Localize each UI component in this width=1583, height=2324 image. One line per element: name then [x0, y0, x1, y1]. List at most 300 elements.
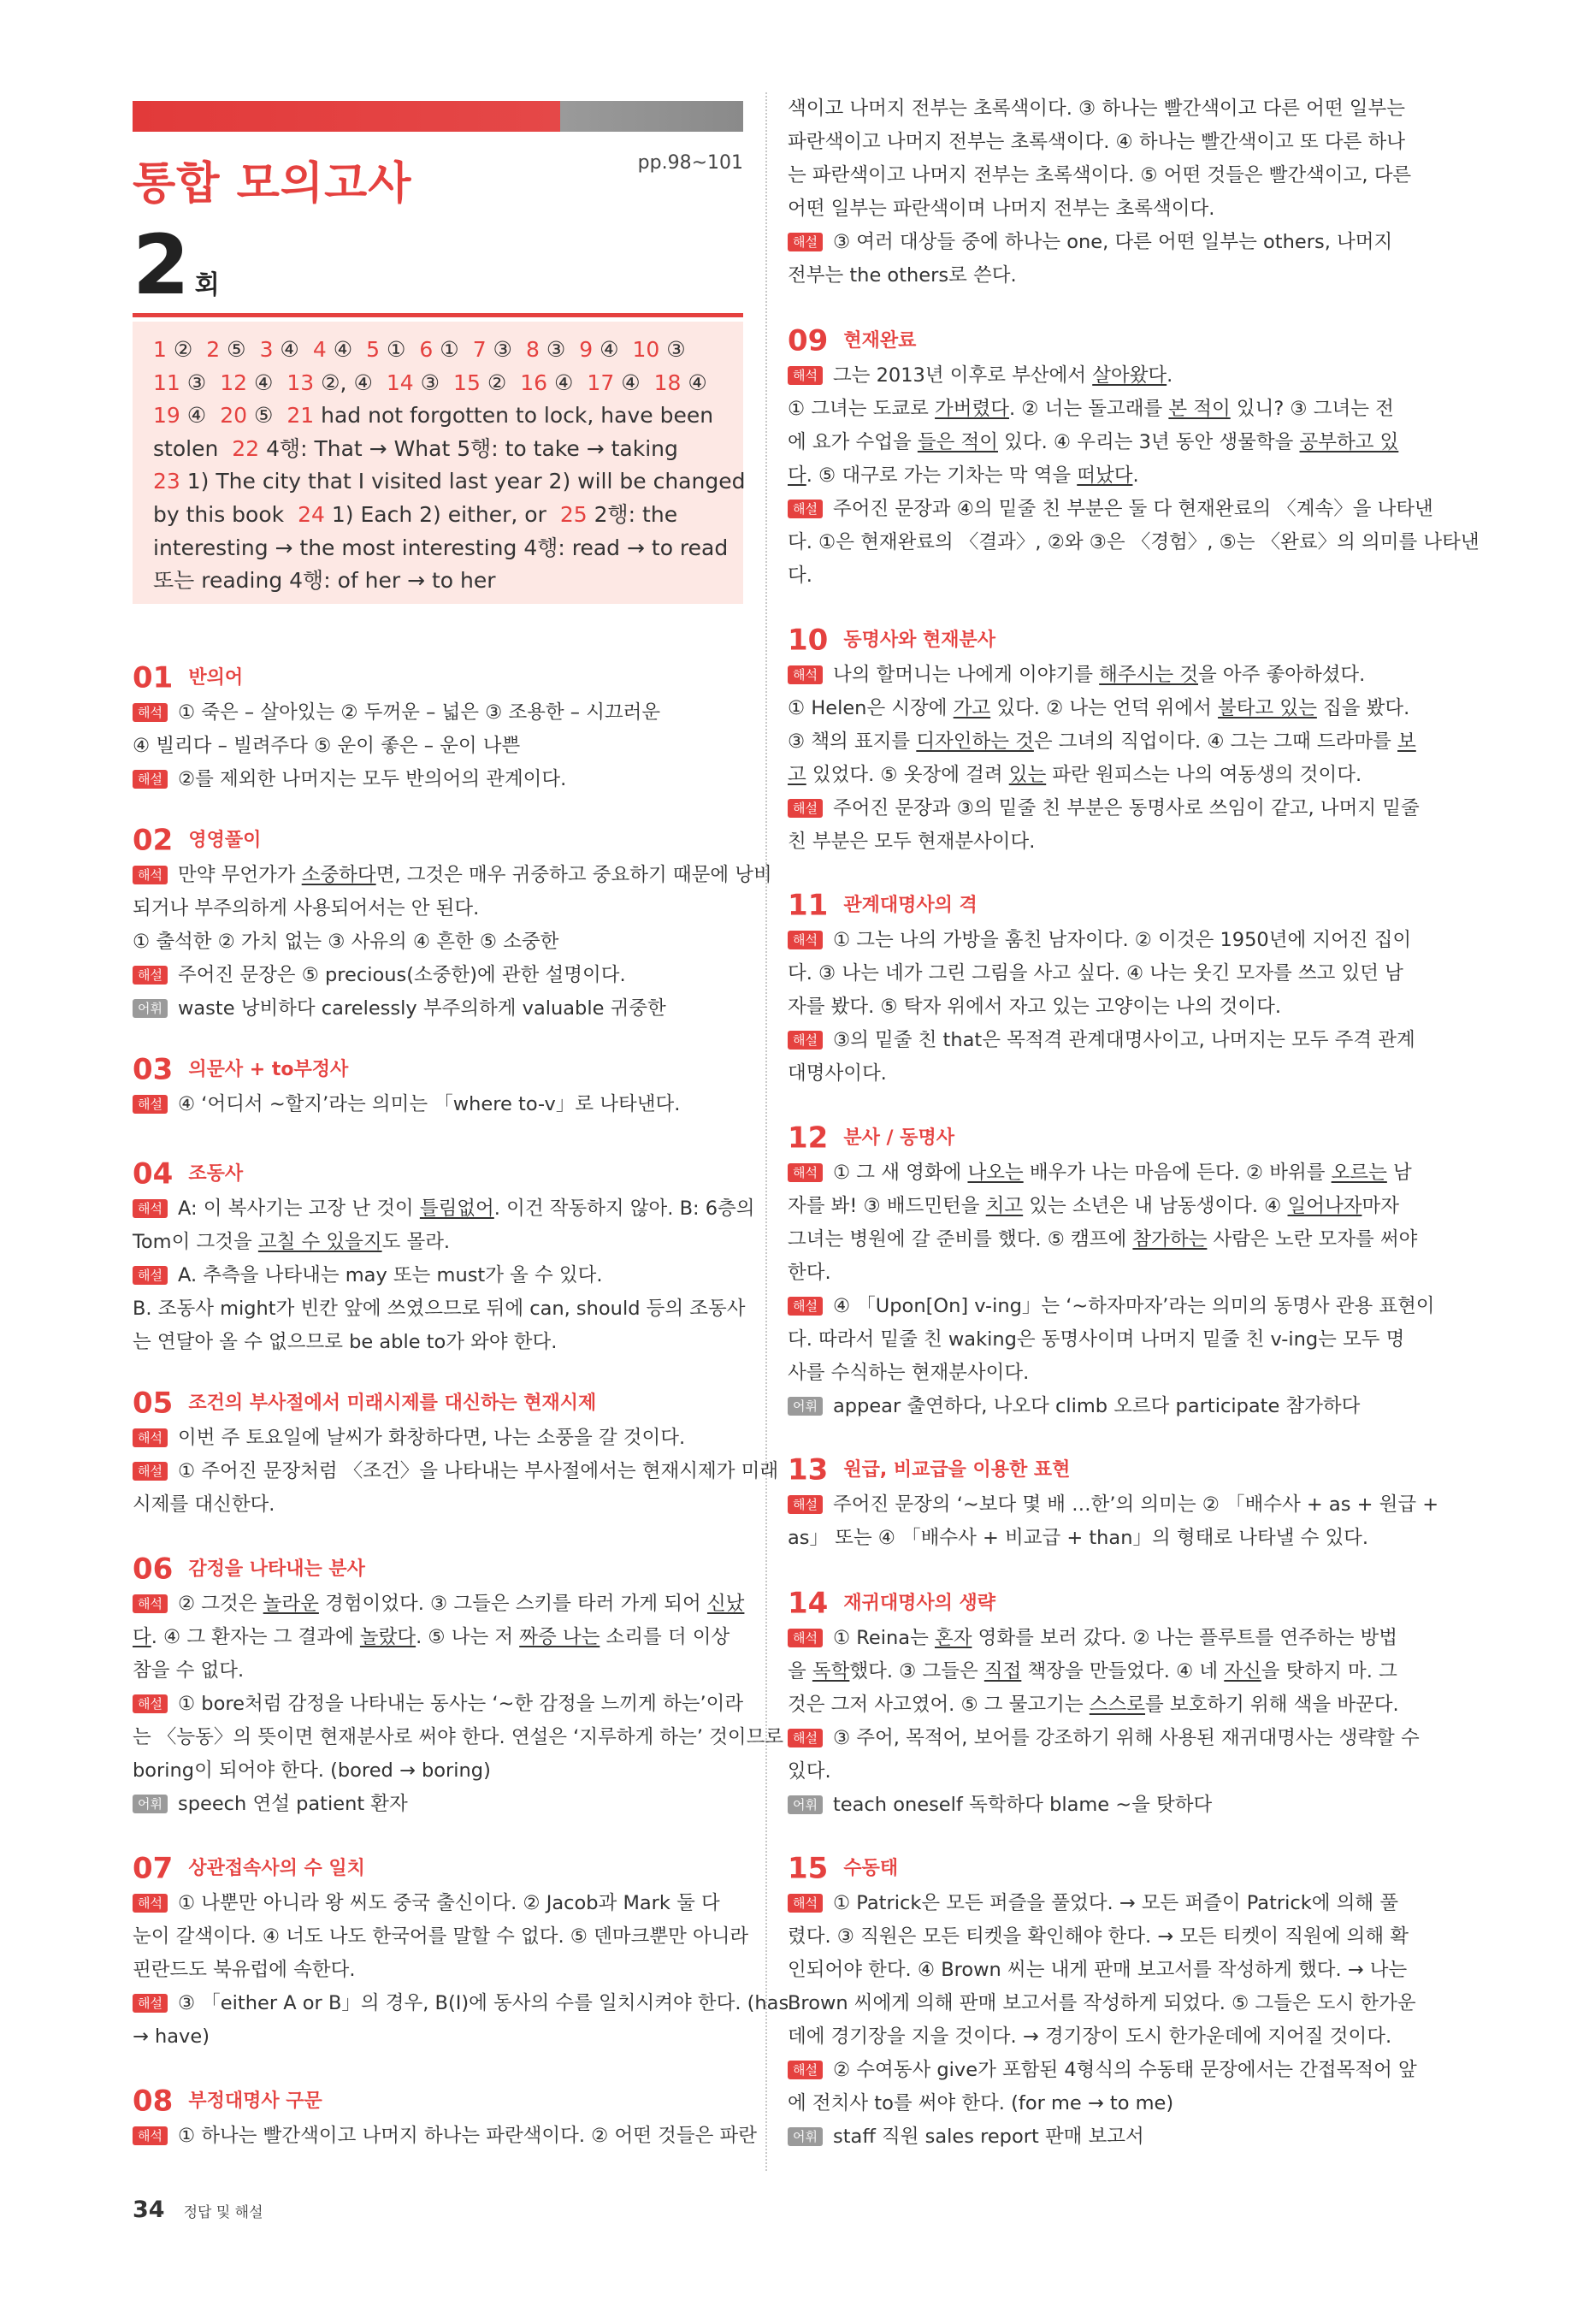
line-text: 한다. — [788, 1262, 831, 1284]
answer-item — [220, 403, 273, 428]
text-line — [133, 925, 743, 959]
line-text: 을 독학했다. ③ 그들은 직접 책장을 만들었다. ④ 네 자신을 탓하지 마. 그 — [788, 1660, 1397, 1682]
text-line — [788, 659, 1402, 692]
line-text: 다. ③ 나는 네가 그린 그림을 사고 싶다. ④ 나는 웃긴 모자를 쓰고 있던 남 — [788, 962, 1403, 985]
line-text: staff 직원 sales report 판매 보고서 — [832, 2126, 1144, 2148]
line-text: 만약 무언가가 소중하다면, 그것은 매우 귀중하고 중요하기 때문에 낭비 — [177, 864, 772, 886]
answer-value: ④ — [600, 337, 619, 362]
text-line — [133, 763, 743, 796]
page-number: 34 — [133, 2197, 165, 2223]
line-text: ④ 빌리다 – 빌려주다 ⑤ 운이 좋은 – 운이 나쁜 — [133, 735, 521, 757]
answer-number: 17 — [587, 370, 615, 395]
line-text: ① 주어진 문장처럼 〈조건〉을 나타내는 부사절에서는 현재시제가 미래 — [177, 1460, 779, 1482]
line-text: 다. ④ 그 환자는 그 결과에 놀랐다. ⑤ 나는 저 짜증 나는 소리를 더 이상 — [133, 1626, 730, 1648]
question-number: 14 — [788, 1586, 829, 1621]
text-line — [788, 725, 1416, 759]
text-line — [788, 1688, 1402, 1722]
line-text: 주어진 문장과 ③의 밑줄 친 부분은 동명사로 쓰임이 같고, 나머지 밑줄 — [832, 797, 1420, 819]
answer-value: ④ — [253, 370, 274, 395]
question-topic: 의문사 + to부정사 — [188, 1058, 349, 1080]
text-line — [133, 1088, 743, 1121]
answer-item — [286, 403, 713, 428]
line-text: ② 그것은 놀라운 경험이었다. ③ 그들은 스키를 타러 가게 되어 신났 — [177, 1593, 745, 1615]
text-line — [133, 1987, 789, 2020]
vocab-tag: 어휘 — [133, 1795, 168, 1813]
text-line — [133, 992, 743, 1026]
line-text: ① 나뿐만 아니라 왕 씨도 중국 출신이다. ② Jacob과 Mark 둘 다 — [177, 1892, 720, 1914]
text-line — [788, 1323, 1405, 1357]
question-number: 11 — [788, 888, 829, 923]
text-line — [788, 825, 1402, 859]
text-line — [788, 526, 1480, 559]
line-text: ① 그녀는 도쿄로 가버렸다. ② 너는 돌고래를 본 적이 있니? ③ 그녀는 전 — [788, 398, 1394, 420]
text-line — [788, 1887, 1402, 1920]
question-header — [788, 1119, 1402, 1156]
line-text: 에 전치사 to를 써야 한다. (for me → to me) — [788, 2092, 1174, 2114]
answer-item — [153, 568, 496, 593]
line-text: ④ 「Upon[On] v-ing」는 ‘~하자마자’라는 의미의 동명사 관용 표현이 — [832, 1295, 1435, 1317]
question-number: 07 — [133, 1851, 174, 1886]
text-line — [788, 159, 1412, 192]
text-line — [133, 1754, 743, 1788]
line-text: 시제를 대신한다. — [133, 1493, 275, 1516]
text-line — [788, 1257, 1402, 1290]
answer-number: 12 — [220, 370, 247, 395]
answer-value: 2행: the — [594, 501, 678, 527]
text-line — [133, 1422, 743, 1455]
question-03 — [133, 1050, 743, 1121]
text-line — [133, 1292, 746, 1326]
question-topic: 원급, 비교급을 이용한 표현 — [843, 1458, 1071, 1481]
explain-tag: 해석 — [788, 931, 823, 949]
commentary-tag: 해설 — [133, 1994, 168, 2013]
line-text: as」 또는 ④ 「배수사 + 비교급 + than」의 형태로 나타낼 수 있다. — [788, 1527, 1369, 1549]
answer-value: ④ — [554, 370, 574, 395]
answer-line — [153, 499, 723, 532]
text-line — [788, 1290, 1435, 1323]
text-line — [133, 2020, 743, 2054]
answer-value: by this book — [153, 501, 285, 527]
line-text: 다. ①은 현재완료의 〈결과〉, ②와 ③은 〈경험〉, ⑤는 〈완료〉의 의미를 나타낸 — [788, 531, 1480, 553]
text-line — [788, 426, 1402, 459]
text-line — [788, 1488, 1439, 1522]
answer-number: 16 — [520, 370, 548, 395]
question-header — [133, 1550, 743, 1588]
answer-number: 19 — [153, 403, 180, 429]
page-footer — [133, 2197, 263, 2223]
question-header — [788, 1849, 1402, 1887]
answer-item — [206, 337, 245, 362]
answer-value: ⑤ — [227, 337, 246, 362]
answer-item — [313, 337, 352, 362]
line-text: 렸다. ③ 직원은 모든 티켓을 확인해야 한다. → 모든 티켓이 직원에 의해 확 — [788, 1925, 1409, 1948]
explain-tag: 해석 — [788, 1894, 823, 1913]
answer-item — [654, 370, 707, 395]
question-number: 02 — [133, 823, 174, 858]
question-topic: 현재완료 — [843, 329, 917, 352]
text-line — [788, 126, 1406, 159]
answer-line — [153, 565, 723, 598]
answer-value: interesting → the most interesting 4행: read → to read — [153, 535, 729, 560]
answer-value: ② — [173, 337, 193, 362]
answer-value: 1) Each 2) either, or — [331, 501, 546, 527]
answer-number: 4 — [312, 337, 327, 362]
vocab-tag: 어휘 — [788, 2127, 823, 2146]
text-line — [133, 730, 743, 763]
answer-item — [153, 337, 192, 362]
line-text: A. 추측을 나타내는 may 또는 must가 올 수 있다. — [177, 1264, 603, 1286]
line-text: ① 그 새 영화에 나오는 배우가 나는 마음에 든다. ② 바위를 오르는 남 — [832, 1162, 1412, 1184]
line-text: 참을 수 없다. — [133, 1659, 245, 1682]
commentary-tag: 해설 — [788, 799, 823, 818]
explain-tag: 해석 — [133, 2126, 168, 2145]
answer-item — [387, 370, 440, 395]
explain-tag: 해석 — [133, 703, 168, 722]
question-header — [133, 821, 743, 859]
text-line — [788, 393, 1402, 426]
line-text: 대명사이다. — [788, 1062, 887, 1085]
text-line — [788, 1954, 1408, 1987]
answer-value: 1) The city that I visited last year 2) will be changed — [186, 469, 746, 494]
line-text: 는 연달아 올 수 없으므로 be able to가 와야 한다. — [133, 1331, 558, 1353]
text-line — [788, 1655, 1402, 1688]
line-text: ① 하나는 빨간색이고 나머지 하나는 파란색이다. ② 어떤 것들은 파란 — [177, 2125, 757, 2147]
question-header — [788, 1451, 1402, 1488]
page-range: pp.98~101 — [637, 152, 743, 174]
text-line — [788, 1522, 1402, 1555]
line-text: 는 파란색이고 나머지 전부는 초록색이다. ⑤ 어떤 것들은 빨간색이고, 다른 — [788, 164, 1412, 186]
question-topic: 재귀대명사의 생략 — [843, 1592, 996, 1614]
line-text: 색이고 나머지 전부는 초록색이다. ③ 하나는 빨간색이고 다른 어떤 일부는 — [788, 98, 1406, 120]
answer-item — [298, 502, 546, 527]
question-number: 10 — [788, 623, 829, 658]
answer-number: 1 — [153, 337, 167, 362]
line-text: ③ 주어, 목적어, 보어를 강조하기 위해 사용된 재귀대명사는 생략할 수 — [832, 1727, 1420, 1749]
answer-line — [153, 465, 746, 499]
text-line — [788, 1156, 1412, 1190]
line-text: ③의 밑줄 친 that은 목적격 관계대명사이고, 나머지는 모두 주격 관계 — [832, 1029, 1415, 1051]
text-line — [133, 1788, 743, 1821]
answer-line — [153, 532, 729, 565]
line-text: 이번 주 토요일에 날씨가 화창하다면, 나는 소풍을 갈 것이다. — [177, 1427, 686, 1449]
answer-item — [520, 370, 573, 395]
text-line — [133, 2120, 757, 2153]
question-topic: 상관접속사의 수 일치 — [188, 1857, 365, 1879]
text-line — [133, 1621, 743, 1654]
question-topic: 조동사 — [188, 1162, 244, 1185]
text-line — [788, 1622, 1402, 1655]
line-text: 어떤 일부는 파란색이며 나머지 전부는 초록색이다. — [788, 198, 1215, 220]
text-line — [788, 559, 1402, 593]
answer-value: ③ — [186, 370, 207, 395]
answer-number: 3 — [259, 337, 274, 362]
text-line — [133, 892, 743, 925]
answer-number: 6 — [419, 337, 434, 362]
answer-item — [453, 370, 506, 395]
text-line — [788, 991, 1402, 1024]
commentary-tag: 해설 — [133, 770, 168, 789]
question-topic: 관계대명사의 격 — [843, 894, 978, 916]
explain-tag: 해석 — [788, 665, 823, 684]
text-line — [788, 1057, 1402, 1091]
answer-item — [153, 370, 206, 395]
question-continued — [788, 92, 1412, 293]
answer-number: 11 — [153, 370, 180, 395]
question-topic: 수동태 — [843, 1857, 899, 1879]
answer-value: 4행: That → What 5행: to take → taking — [266, 435, 678, 461]
text-line — [788, 1987, 1416, 2020]
text-line — [788, 924, 1412, 957]
line-text: ① 죽은 – 살아있는 ② 두꺼운 – 넓은 ③ 조용한 – 시끄러운 — [177, 701, 661, 724]
answer-item — [579, 337, 618, 362]
text-line — [788, 792, 1420, 825]
line-text: speech 연설 patient 환자 — [177, 1793, 408, 1815]
answer-item — [286, 370, 372, 395]
line-text: 에 요가 수업을 들은 적이 있다. ④ 우리는 3년 동안 생물학을 공부하고 있 — [788, 431, 1399, 453]
text-line — [133, 1326, 743, 1359]
text-line — [788, 957, 1402, 991]
line-text: ③ 「either A or B」의 경우, B(I)에 동사의 수를 일치시켜야 한다. (has — [177, 1992, 789, 2014]
answer-item — [366, 337, 405, 362]
commentary-tag: 해설 — [133, 966, 168, 985]
question-number: 01 — [133, 660, 174, 695]
line-text: 데에 경기장을 지을 것이다. → 경기장이 도시 한가운데에 지어질 것이다. — [788, 2025, 1392, 2048]
text-line — [788, 1755, 1402, 1789]
answer-line — [153, 334, 723, 367]
line-text: boring이 되어야 한다. (bored → boring) — [133, 1759, 491, 1782]
line-text: 다. ⑤ 대구로 가는 기차는 막 역을 떠났다. — [788, 464, 1139, 487]
text-line — [788, 2054, 1417, 2087]
explain-tag: 해석 — [133, 866, 168, 884]
explain-tag: 해석 — [133, 1894, 168, 1913]
answer-value: ⑤ — [253, 403, 274, 429]
answer-number: 21 — [286, 403, 315, 429]
answer-line — [153, 433, 723, 466]
text-line — [788, 493, 1433, 526]
question-04 — [133, 1155, 755, 1359]
answer-number: 5 — [366, 337, 381, 362]
text-line — [133, 1488, 743, 1522]
question-header — [788, 886, 1402, 924]
question-06 — [133, 1550, 784, 1821]
line-text: 있다. — [788, 1760, 831, 1783]
question-header — [788, 1584, 1402, 1622]
line-text: waste 낭비하다 carelessly 부주의하게 valuable 귀중한 — [177, 997, 666, 1020]
text-line — [133, 1226, 743, 1259]
text-line — [133, 1721, 784, 1754]
answer-value: ③ — [493, 337, 512, 362]
answer-value: 또는 reading 4행: of her → to her — [153, 568, 496, 594]
answer-item — [633, 337, 686, 362]
answer-number: 14 — [386, 370, 414, 395]
commentary-tag: 해설 — [133, 1462, 168, 1481]
explain-tag: 해석 — [133, 1428, 168, 1447]
commentary-tag: 해설 — [788, 1031, 823, 1050]
text-line — [788, 1357, 1402, 1390]
header-color-bar — [133, 101, 743, 132]
line-text: 핀란드도 북유럽에 속한다. — [133, 1959, 356, 1981]
question-number: 08 — [133, 2084, 174, 2119]
answer-item — [587, 370, 640, 395]
answer-number: 10 — [632, 337, 660, 362]
commentary-tag: 해설 — [133, 1694, 168, 1713]
text-line — [788, 1190, 1402, 1223]
line-text: 것은 그저 사고였어. ⑤ 그 물고기는 스스로를 보호하기 위해 색을 바꾼다. — [788, 1694, 1399, 1716]
question-09 — [788, 322, 1480, 593]
text-line — [788, 692, 1410, 725]
text-line — [788, 1722, 1420, 1755]
answer-number: 8 — [525, 337, 540, 362]
question-number: 03 — [133, 1052, 174, 1087]
line-text: 다. — [788, 565, 812, 587]
question-header — [133, 2082, 743, 2120]
line-text: 는 〈능동〉의 뜻이면 현재분사로 써야 한다. 연설은 ‘지루하게 하는’ 것이므로 — [133, 1726, 784, 1748]
answer-item — [473, 337, 512, 362]
line-text: 그는 2013년 이후로 부산에서 살아왔다. — [832, 364, 1173, 387]
answer-line — [153, 367, 723, 400]
answer-number: 18 — [653, 370, 682, 395]
answer-item — [260, 337, 299, 362]
answer-item — [232, 436, 678, 461]
explain-tag: 해석 — [788, 366, 823, 385]
line-text: 전부는 the others로 쓴다. — [788, 264, 1017, 287]
question-topic: 분사 / 동명사 — [843, 1127, 954, 1149]
question-14 — [788, 1584, 1420, 1822]
answer-value: ④ — [280, 337, 299, 362]
question-topic: 조건의 부사절에서 미래시제를 대신하는 현재시제 — [188, 1392, 597, 1414]
question-05 — [133, 1384, 779, 1522]
question-11 — [788, 886, 1415, 1091]
question-12 — [788, 1119, 1435, 1423]
answer-value: ④ — [621, 370, 641, 395]
line-text: → have) — [133, 2025, 210, 2048]
commentary-tag: 해설 — [788, 2061, 823, 2079]
line-text: 눈이 갈색이다. ④ 너도 나도 한국어를 말할 수 없다. ⑤ 덴마크뿐만 아니라 — [133, 1925, 749, 1948]
answer-value: ① — [386, 337, 406, 362]
question-header — [133, 659, 743, 696]
answer-line — [153, 399, 723, 433]
answer-item — [153, 403, 206, 428]
round-number: 2 — [133, 217, 190, 313]
answer-item — [419, 337, 458, 362]
text-line — [788, 2020, 1402, 2054]
answer-number: 23 — [153, 469, 180, 494]
question-number: 13 — [788, 1452, 829, 1487]
explain-tag: 해석 — [133, 1199, 168, 1218]
answer-key-box — [133, 322, 746, 604]
explain-tag: 해석 — [133, 1594, 168, 1613]
answer-number: 24 — [298, 501, 325, 527]
answer-value: ③ — [420, 370, 440, 395]
question-number: 09 — [788, 323, 829, 358]
text-line — [788, 359, 1402, 393]
commentary-tag: 해설 — [133, 1266, 168, 1285]
question-13 — [788, 1451, 1439, 1555]
question-topic: 부정대명사 구문 — [188, 2090, 322, 2112]
column-divider — [765, 92, 767, 2171]
line-text: ④ ‘어디서 ~할지’라는 의미는 「where to-v」로 나타낸다. — [177, 1093, 681, 1115]
text-line — [788, 2120, 1402, 2154]
question-08 — [133, 2082, 757, 2153]
answer-value: ① — [440, 337, 459, 362]
line-text: 자를 봐! ③ 배드민턴을 치고 있는 소년은 내 남동생이다. ④ 일어나자마자 — [788, 1195, 1399, 1217]
commentary-tag: 해설 — [788, 1495, 823, 1514]
question-header — [133, 1050, 743, 1088]
question-07 — [133, 1849, 789, 2054]
question-header — [788, 621, 1402, 659]
explain-tag: 해석 — [788, 1629, 823, 1647]
text-line — [133, 1688, 743, 1721]
answer-value: ③ — [666, 337, 686, 362]
text-line — [133, 1920, 749, 1954]
question-topic: 반의어 — [188, 666, 244, 689]
text-line — [788, 1789, 1402, 1822]
question-header — [133, 1384, 743, 1422]
text-line — [788, 1223, 1418, 1257]
line-text: ① 출석한 ② 가치 없는 ③ 사유의 ④ 흔한 ⑤ 소중한 — [133, 931, 559, 953]
question-topic: 감정을 나타내는 분사 — [188, 1558, 365, 1580]
text-line — [133, 1954, 743, 1987]
vocab-tag: 어휘 — [788, 1397, 823, 1416]
line-text: 주어진 문장은 ⑤ precious(소중한)에 관한 설명이다. — [177, 964, 626, 986]
text-line — [133, 1192, 755, 1226]
answer-item — [153, 502, 284, 527]
text-line — [788, 259, 1402, 293]
page-title: 통합 모의고사 — [133, 158, 412, 210]
answer-item — [153, 436, 218, 461]
line-text: ① Reina는 혼자 영화를 보러 갔다. ② 나는 플루트를 연주하는 방법 — [832, 1627, 1397, 1649]
answer-number: 15 — [453, 370, 481, 395]
line-text: 친 부분은 모두 현재분사이다. — [788, 831, 1036, 853]
question-01 — [133, 659, 743, 796]
answer-value: ④ — [688, 370, 707, 395]
text-line — [133, 696, 743, 730]
question-header — [788, 322, 1402, 359]
line-text: 다. 따라서 밑줄 친 waking은 동명사이며 나머지 밑줄 친 v-ing는 모두 명 — [788, 1328, 1405, 1351]
answer-number: 22 — [232, 435, 260, 461]
text-line — [133, 1259, 743, 1292]
header-rule — [133, 313, 743, 317]
question-10 — [788, 621, 1420, 859]
line-text: Brown 씨에게 의해 판매 보고서를 작성하게 되었다. ⑤ 그들은 도시 한가운 — [788, 1992, 1416, 2014]
line-text: ① 그는 나의 가방을 훔친 남자이다. ② 이것은 1950년에 지어진 집이 — [832, 929, 1412, 951]
text-line — [788, 1024, 1415, 1057]
text-line — [133, 859, 772, 892]
line-text: ② 수여동사 give가 포함된 4형식의 수동태 문장에서는 간접목적어 앞 — [832, 2059, 1417, 2081]
line-text: 그녀는 병원에 갈 준비를 했다. ⑤ 캠프에 참가하는 사람은 노란 모자를 써야 — [788, 1228, 1418, 1251]
answer-value: ④ — [186, 403, 207, 429]
text-line — [788, 759, 1402, 792]
line-text: 사를 수식하는 현재분사이다. — [788, 1362, 1030, 1384]
vocab-tag: 어휘 — [133, 999, 168, 1018]
line-text: ②를 제외한 나머지는 모두 반의어의 관계이다. — [177, 768, 567, 790]
line-text: A: 이 복사기는 고장 난 것이 틀림없어. 이건 작동하지 않아. B: 6층의 — [177, 1197, 755, 1220]
answer-value: ④ — [333, 337, 353, 362]
answer-item — [153, 469, 745, 494]
text-line — [788, 459, 1402, 493]
line-text: 주어진 문장과 ④의 밑줄 친 부분은 둘 다 현재완료의 〈계속〉을 나타낸 — [832, 498, 1433, 520]
text-line — [788, 192, 1402, 226]
text-line — [788, 226, 1402, 259]
question-header — [133, 1849, 743, 1887]
answer-number: 20 — [220, 403, 247, 429]
text-line — [133, 1654, 743, 1688]
text-line — [133, 1455, 779, 1488]
answer-item — [153, 535, 728, 560]
answer-number: 2 — [206, 337, 221, 362]
answer-number: 7 — [472, 337, 487, 362]
question-header — [133, 1155, 743, 1192]
